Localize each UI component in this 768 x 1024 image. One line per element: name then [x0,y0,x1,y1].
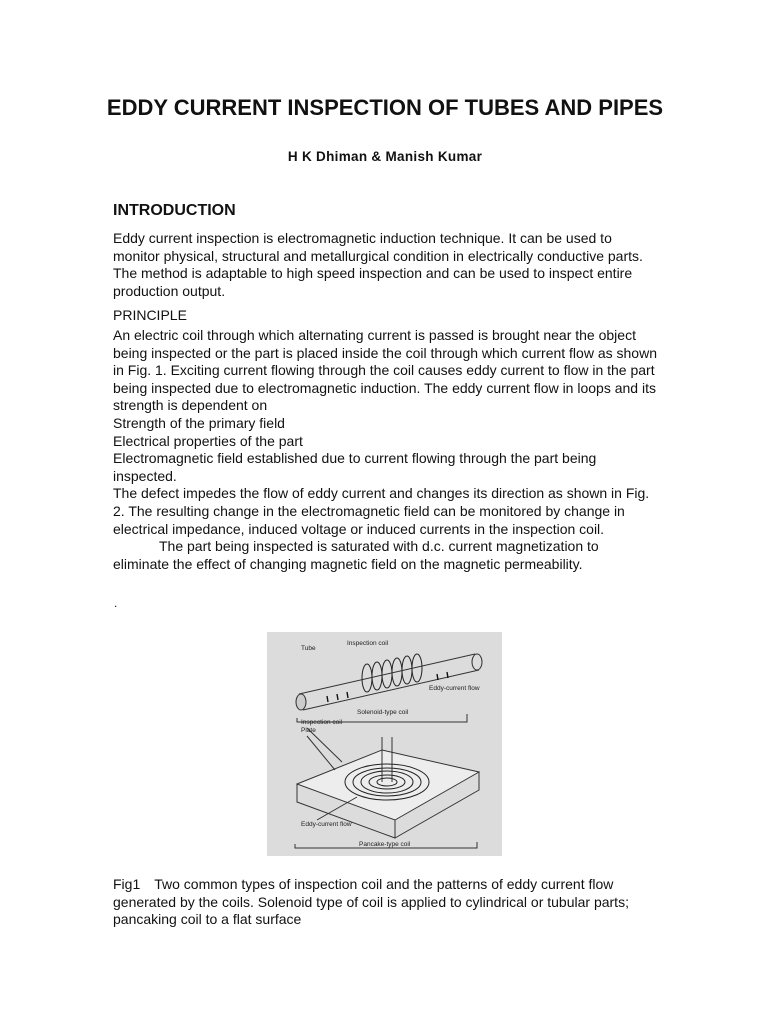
principle-indented-paragraph: The part being inspected is saturated with d.c. current magnetization to eliminate the effect of changing magnetic field on the magnetic permeability. [113,538,599,572]
figure-label-pancake-type-coil: Pancake-type coil [359,841,411,848]
principle-line: An electric coil through which alternating current is passed is brought near the object being inspected or the part is placed inside the coil through which current flow as shown in Fig. 1. Exciting current flowing through the coil causes eddy current to flow in the part being inspected due to electromagnetic induction. The eddy current flow in loops and its strength is dependent on [113,327,657,414]
section-heading-introduction: INTRODUCTION [113,202,236,219]
figure-label-eddy-current-flow-bottom: Eddy-current flow [301,821,352,828]
figure-caption [113,876,658,929]
principle-line: The defect impedes the flow of eddy current and changes its direction as shown in Fig. 2. The resulting change in the electromagnetic field can be monitored by change in electrical impedance, induced voltage or induced currents in the inspection coil. [113,485,650,537]
principle-label: PRINCIPLE [113,307,187,323]
principle-section [113,327,658,573]
figure-label-inspection-coil-bottom: Inspection coil [301,719,343,726]
coil-illustration [267,632,502,856]
document-authors: H K Dhiman & Manish Kumar [287,149,483,164]
figure-label-plate: Plate [301,727,316,734]
figure-label-eddy-current-flow-top: Eddy-current flow [429,685,480,692]
document-title: EDDY CURRENT INSPECTION OF TUBES AND PIPES [106,95,664,120]
intro-paragraph: Eddy current inspection is electromagnetic induction technique. It can be used to monitor physical, structural and metallurgical condition in electrically conductive parts. The method is adaptable to high speed inspection and can be used to inspect entire production output. [113,230,643,299]
principle-line: Electrical properties of the part [113,432,303,449]
figure-label-solenoid-type-coil: Solenoid-type coil [357,709,409,716]
stray-dot: . [114,596,118,610]
principle-line: Strength of the primary field [113,414,285,431]
figure-1-image [267,632,502,856]
figure-caption-label: Fig1 [113,876,141,892]
figure-caption-text: Two common types of inspection coil and the patterns of eddy current flow generated by the coils. Solenoid type of coil is applied to cylindrical or tubular parts; pancaking coil to a flat surface [113,876,629,928]
principle-line: Electromagnetic field established due to current flowing through the part being inspected. [113,450,597,484]
figure-label-tube: Tube [301,645,316,652]
figure-label-inspection-coil-top: Inspection coil [347,640,389,647]
